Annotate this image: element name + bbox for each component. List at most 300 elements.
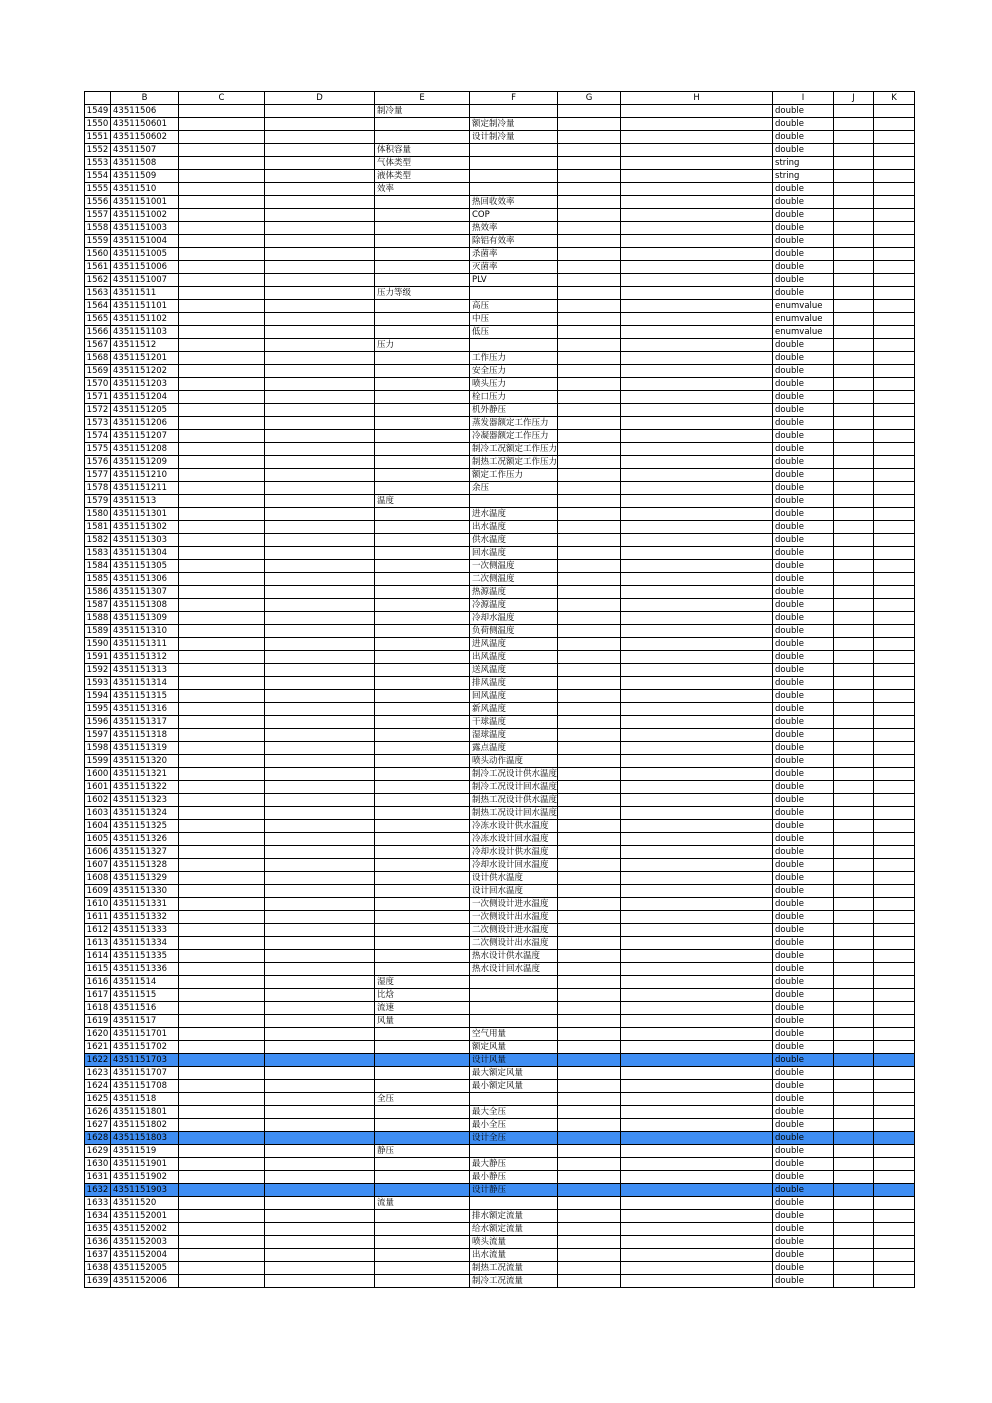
row-number[interactable]: 1592 (85, 664, 111, 677)
row-number[interactable]: 1584 (85, 560, 111, 573)
cell-k[interactable] (874, 430, 915, 443)
cell-g[interactable] (558, 989, 621, 1002)
cell-k[interactable] (874, 521, 915, 534)
cell-c[interactable] (179, 352, 265, 365)
cell-i[interactable]: double (773, 963, 834, 976)
cell-e[interactable]: 压力 (375, 339, 470, 352)
cell-g[interactable] (558, 768, 621, 781)
cell-c[interactable] (179, 287, 265, 300)
cell-f[interactable]: 蒸发器额定工作压力 (470, 417, 558, 430)
cell-b[interactable]: 4351151201 (111, 352, 179, 365)
cell-d[interactable] (265, 846, 375, 859)
cell-c[interactable] (179, 820, 265, 833)
cell-e[interactable] (375, 443, 470, 456)
cell-h[interactable] (621, 1171, 773, 1184)
cell-k[interactable] (874, 508, 915, 521)
row-number[interactable]: 1572 (85, 404, 111, 417)
cell-g[interactable] (558, 560, 621, 573)
cell-d[interactable] (265, 651, 375, 664)
cell-j[interactable] (834, 794, 874, 807)
cell-b[interactable]: 4351151206 (111, 417, 179, 430)
row-number[interactable]: 1578 (85, 482, 111, 495)
cell-b[interactable]: 4351150602 (111, 131, 179, 144)
cell-b[interactable]: 4351151329 (111, 872, 179, 885)
cell-g[interactable] (558, 599, 621, 612)
cell-j[interactable] (834, 1171, 874, 1184)
table-row[interactable] (85, 1119, 915, 1132)
cell-k[interactable] (874, 248, 915, 261)
cell-g[interactable] (558, 1067, 621, 1080)
cell-j[interactable] (834, 1015, 874, 1028)
cell-e[interactable] (375, 261, 470, 274)
cell-f[interactable]: 设计风量 (470, 1054, 558, 1067)
cell-c[interactable] (179, 1106, 265, 1119)
cell-h[interactable] (621, 807, 773, 820)
cell-b[interactable]: 4351151003 (111, 222, 179, 235)
cell-f[interactable]: 热效率 (470, 222, 558, 235)
cell-j[interactable] (834, 807, 874, 820)
cell-b[interactable]: 4351152002 (111, 1223, 179, 1236)
column-header-f[interactable]: F (470, 92, 558, 105)
cell-k[interactable] (874, 495, 915, 508)
table-row[interactable] (85, 1236, 915, 1249)
cell-g[interactable] (558, 586, 621, 599)
cell-i[interactable]: double (773, 859, 834, 872)
cell-f[interactable]: 露点温度 (470, 742, 558, 755)
row-number[interactable]: 1555 (85, 183, 111, 196)
cell-c[interactable] (179, 183, 265, 196)
cell-c[interactable] (179, 404, 265, 417)
cell-c[interactable] (179, 456, 265, 469)
cell-i[interactable]: double (773, 144, 834, 157)
cell-e[interactable] (375, 521, 470, 534)
cell-e[interactable] (375, 1158, 470, 1171)
cell-j[interactable] (834, 222, 874, 235)
cell-f[interactable]: 工作压力 (470, 352, 558, 365)
cell-e[interactable] (375, 846, 470, 859)
table-row[interactable] (85, 287, 915, 300)
cell-d[interactable] (265, 755, 375, 768)
cell-c[interactable] (179, 781, 265, 794)
cell-g[interactable] (558, 131, 621, 144)
cell-b[interactable]: 4351151303 (111, 534, 179, 547)
cell-j[interactable] (834, 911, 874, 924)
cell-j[interactable] (834, 118, 874, 131)
table-row[interactable] (85, 1002, 915, 1015)
table-row[interactable] (85, 846, 915, 859)
cell-e[interactable]: 流速 (375, 1002, 470, 1015)
row-number[interactable]: 1639 (85, 1275, 111, 1288)
cell-h[interactable] (621, 833, 773, 846)
cell-k[interactable] (874, 443, 915, 456)
cell-g[interactable] (558, 235, 621, 248)
row-number[interactable]: 1573 (85, 417, 111, 430)
cell-g[interactable] (558, 1262, 621, 1275)
cell-i[interactable]: double (773, 833, 834, 846)
cell-g[interactable] (558, 443, 621, 456)
cell-b[interactable]: 4351151311 (111, 638, 179, 651)
cell-i[interactable]: double (773, 638, 834, 651)
cell-i[interactable]: double (773, 1171, 834, 1184)
cell-g[interactable] (558, 898, 621, 911)
cell-j[interactable] (834, 261, 874, 274)
cell-e[interactable] (375, 924, 470, 937)
cell-i[interactable]: double (773, 339, 834, 352)
cell-j[interactable] (834, 1106, 874, 1119)
cell-e[interactable] (375, 937, 470, 950)
cell-j[interactable] (834, 937, 874, 950)
cell-e[interactable]: 压力等级 (375, 287, 470, 300)
cell-g[interactable] (558, 196, 621, 209)
cell-g[interactable] (558, 1275, 621, 1288)
cell-e[interactable] (375, 196, 470, 209)
cell-c[interactable] (179, 1262, 265, 1275)
cell-f[interactable]: 最小全压 (470, 1119, 558, 1132)
cell-f[interactable]: 设计静压 (470, 1184, 558, 1197)
cell-f[interactable]: 喷头流量 (470, 1236, 558, 1249)
cell-g[interactable] (558, 963, 621, 976)
row-number[interactable]: 1605 (85, 833, 111, 846)
cell-e[interactable] (375, 573, 470, 586)
cell-f[interactable]: 一次侧设计出水温度 (470, 911, 558, 924)
cell-k[interactable] (874, 742, 915, 755)
cell-c[interactable] (179, 248, 265, 261)
cell-c[interactable] (179, 976, 265, 989)
cell-d[interactable] (265, 612, 375, 625)
cell-h[interactable] (621, 118, 773, 131)
table-row[interactable] (85, 118, 915, 131)
cell-j[interactable] (834, 365, 874, 378)
cell-g[interactable] (558, 1236, 621, 1249)
row-number[interactable]: 1591 (85, 651, 111, 664)
cell-d[interactable] (265, 469, 375, 482)
cell-k[interactable] (874, 846, 915, 859)
cell-i[interactable]: double (773, 1080, 834, 1093)
cell-d[interactable] (265, 898, 375, 911)
cell-d[interactable] (265, 1197, 375, 1210)
cell-k[interactable] (874, 417, 915, 430)
cell-f[interactable]: 机外静压 (470, 404, 558, 417)
cell-d[interactable] (265, 235, 375, 248)
cell-c[interactable] (179, 703, 265, 716)
cell-e[interactable]: 全压 (375, 1093, 470, 1106)
cell-f[interactable]: 回水温度 (470, 547, 558, 560)
cell-d[interactable] (265, 105, 375, 118)
cell-c[interactable] (179, 235, 265, 248)
cell-i[interactable]: string (773, 157, 834, 170)
row-number[interactable]: 1627 (85, 1119, 111, 1132)
cell-g[interactable] (558, 521, 621, 534)
cell-b[interactable]: 4351151901 (111, 1158, 179, 1171)
cell-d[interactable] (265, 807, 375, 820)
row-number[interactable]: 1583 (85, 547, 111, 560)
cell-g[interactable] (558, 716, 621, 729)
cell-b[interactable]: 4351151202 (111, 365, 179, 378)
cell-j[interactable] (834, 391, 874, 404)
cell-d[interactable] (265, 508, 375, 521)
cell-k[interactable] (874, 391, 915, 404)
cell-f[interactable] (470, 157, 558, 170)
cell-d[interactable] (265, 430, 375, 443)
cell-k[interactable] (874, 300, 915, 313)
cell-j[interactable] (834, 872, 874, 885)
cell-f[interactable]: 排风温度 (470, 677, 558, 690)
cell-g[interactable] (558, 287, 621, 300)
cell-h[interactable] (621, 508, 773, 521)
cell-f[interactable] (470, 1093, 558, 1106)
cell-i[interactable]: double (773, 274, 834, 287)
cell-i[interactable]: double (773, 924, 834, 937)
row-number[interactable]: 1611 (85, 911, 111, 924)
cell-e[interactable] (375, 560, 470, 573)
cell-c[interactable] (179, 599, 265, 612)
row-number[interactable]: 1619 (85, 1015, 111, 1028)
cell-e[interactable] (375, 508, 470, 521)
cell-i[interactable]: double (773, 742, 834, 755)
cell-k[interactable] (874, 1145, 915, 1158)
cell-b[interactable]: 4351151903 (111, 1184, 179, 1197)
column-header-b[interactable]: B (111, 92, 179, 105)
cell-i[interactable]: double (773, 716, 834, 729)
cell-j[interactable] (834, 430, 874, 443)
cell-k[interactable] (874, 1184, 915, 1197)
cell-d[interactable] (265, 1262, 375, 1275)
cell-f[interactable]: 安全压力 (470, 365, 558, 378)
cell-g[interactable] (558, 742, 621, 755)
cell-c[interactable] (179, 560, 265, 573)
cell-e[interactable] (375, 677, 470, 690)
cell-f[interactable] (470, 1197, 558, 1210)
cell-i[interactable]: double (773, 1041, 834, 1054)
cell-j[interactable] (834, 1262, 874, 1275)
cell-i[interactable]: double (773, 196, 834, 209)
cell-i[interactable]: double (773, 703, 834, 716)
cell-c[interactable] (179, 222, 265, 235)
cell-i[interactable]: double (773, 989, 834, 1002)
cell-g[interactable] (558, 534, 621, 547)
table-row[interactable] (85, 677, 915, 690)
cell-f[interactable]: 冷却水温度 (470, 612, 558, 625)
row-number[interactable]: 1586 (85, 586, 111, 599)
cell-k[interactable] (874, 404, 915, 417)
cell-h[interactable] (621, 365, 773, 378)
corner-cell[interactable] (85, 92, 111, 105)
cell-j[interactable] (834, 1041, 874, 1054)
row-number[interactable]: 1637 (85, 1249, 111, 1262)
cell-j[interactable] (834, 1210, 874, 1223)
cell-e[interactable] (375, 1171, 470, 1184)
cell-e[interactable] (375, 911, 470, 924)
cell-c[interactable] (179, 586, 265, 599)
cell-k[interactable] (874, 534, 915, 547)
cell-h[interactable] (621, 755, 773, 768)
cell-c[interactable] (179, 131, 265, 144)
cell-c[interactable] (179, 482, 265, 495)
cell-f[interactable]: 二次侧设计出水温度 (470, 937, 558, 950)
row-number[interactable]: 1557 (85, 209, 111, 222)
cell-c[interactable] (179, 1158, 265, 1171)
cell-i[interactable]: double (773, 1184, 834, 1197)
cell-i[interactable]: double (773, 573, 834, 586)
cell-j[interactable] (834, 469, 874, 482)
cell-c[interactable] (179, 1132, 265, 1145)
table-row[interactable] (85, 495, 915, 508)
row-number[interactable]: 1629 (85, 1145, 111, 1158)
cell-g[interactable] (558, 417, 621, 430)
cell-j[interactable] (834, 404, 874, 417)
cell-d[interactable] (265, 781, 375, 794)
cell-h[interactable] (621, 846, 773, 859)
cell-c[interactable] (179, 1249, 265, 1262)
cell-e[interactable] (375, 1236, 470, 1249)
cell-j[interactable] (834, 1223, 874, 1236)
cell-j[interactable] (834, 859, 874, 872)
cell-i[interactable]: enumvalue (773, 313, 834, 326)
cell-i[interactable]: double (773, 1210, 834, 1223)
cell-i[interactable]: double (773, 1236, 834, 1249)
cell-i[interactable]: double (773, 1262, 834, 1275)
cell-b[interactable]: 4351151205 (111, 404, 179, 417)
cell-h[interactable] (621, 625, 773, 638)
cell-c[interactable] (179, 105, 265, 118)
cell-c[interactable] (179, 547, 265, 560)
row-number[interactable]: 1596 (85, 716, 111, 729)
cell-i[interactable]: double (773, 846, 834, 859)
cell-k[interactable] (874, 157, 915, 170)
row-number[interactable]: 1556 (85, 196, 111, 209)
cell-j[interactable] (834, 612, 874, 625)
cell-h[interactable] (621, 131, 773, 144)
cell-d[interactable] (265, 560, 375, 573)
cell-d[interactable] (265, 1184, 375, 1197)
cell-k[interactable] (874, 963, 915, 976)
cell-c[interactable] (179, 573, 265, 586)
table-row[interactable] (85, 1275, 915, 1288)
cell-k[interactable] (874, 1119, 915, 1132)
cell-c[interactable] (179, 729, 265, 742)
cell-i[interactable]: double (773, 599, 834, 612)
cell-j[interactable] (834, 313, 874, 326)
cell-i[interactable]: double (773, 976, 834, 989)
cell-h[interactable] (621, 1249, 773, 1262)
cell-c[interactable] (179, 1054, 265, 1067)
cell-f[interactable]: 高压 (470, 300, 558, 313)
cell-k[interactable] (874, 547, 915, 560)
cell-b[interactable]: 4351151312 (111, 651, 179, 664)
table-row[interactable] (85, 703, 915, 716)
cell-d[interactable] (265, 950, 375, 963)
cell-b[interactable]: 4351151004 (111, 235, 179, 248)
cell-e[interactable] (375, 1080, 470, 1093)
cell-k[interactable] (874, 1158, 915, 1171)
cell-d[interactable] (265, 287, 375, 300)
table-row[interactable] (85, 521, 915, 534)
cell-e[interactable] (375, 690, 470, 703)
cell-e[interactable] (375, 1249, 470, 1262)
cell-b[interactable]: 4351151321 (111, 768, 179, 781)
table-row[interactable] (85, 1067, 915, 1080)
cell-h[interactable] (621, 157, 773, 170)
cell-e[interactable] (375, 794, 470, 807)
cell-j[interactable] (834, 716, 874, 729)
cell-h[interactable] (621, 313, 773, 326)
row-number[interactable]: 1608 (85, 872, 111, 885)
cell-h[interactable] (621, 586, 773, 599)
cell-k[interactable] (874, 105, 915, 118)
cell-d[interactable] (265, 911, 375, 924)
cell-d[interactable] (265, 963, 375, 976)
cell-k[interactable] (874, 196, 915, 209)
table-row[interactable] (85, 989, 915, 1002)
cell-f[interactable]: 设计供水温度 (470, 872, 558, 885)
row-number[interactable]: 1598 (85, 742, 111, 755)
cell-h[interactable] (621, 924, 773, 937)
cell-i[interactable]: double (773, 1002, 834, 1015)
cell-e[interactable] (375, 1262, 470, 1275)
cell-j[interactable] (834, 690, 874, 703)
table-row[interactable] (85, 937, 915, 950)
cell-i[interactable]: double (773, 1275, 834, 1288)
cell-h[interactable] (621, 1041, 773, 1054)
cell-c[interactable] (179, 508, 265, 521)
row-number[interactable]: 1624 (85, 1080, 111, 1093)
cell-h[interactable] (621, 729, 773, 742)
cell-f[interactable] (470, 989, 558, 1002)
cell-f[interactable]: 冷源温度 (470, 599, 558, 612)
cell-b[interactable]: 4351151305 (111, 560, 179, 573)
cell-i[interactable]: double (773, 677, 834, 690)
cell-i[interactable]: double (773, 768, 834, 781)
cell-d[interactable] (265, 976, 375, 989)
cell-e[interactable] (375, 404, 470, 417)
cell-e[interactable]: 静压 (375, 1145, 470, 1158)
cell-d[interactable] (265, 326, 375, 339)
cell-g[interactable] (558, 911, 621, 924)
cell-f[interactable]: 一次侧温度 (470, 560, 558, 573)
table-row[interactable] (85, 612, 915, 625)
cell-f[interactable]: 除铝有效率 (470, 235, 558, 248)
cell-j[interactable] (834, 1158, 874, 1171)
cell-j[interactable] (834, 1249, 874, 1262)
row-number[interactable]: 1625 (85, 1093, 111, 1106)
cell-e[interactable] (375, 612, 470, 625)
cell-b[interactable]: 4351151203 (111, 378, 179, 391)
cell-i[interactable]: double (773, 417, 834, 430)
cell-e[interactable] (375, 274, 470, 287)
cell-c[interactable] (179, 534, 265, 547)
cell-d[interactable] (265, 1067, 375, 1080)
table-row[interactable] (85, 729, 915, 742)
cell-f[interactable]: 热回收效率 (470, 196, 558, 209)
cell-c[interactable] (179, 1002, 265, 1015)
row-number[interactable]: 1567 (85, 339, 111, 352)
cell-i[interactable]: double (773, 534, 834, 547)
cell-c[interactable] (179, 638, 265, 651)
cell-f[interactable]: 干球温度 (470, 716, 558, 729)
cell-e[interactable] (375, 430, 470, 443)
cell-k[interactable] (874, 664, 915, 677)
cell-c[interactable] (179, 1145, 265, 1158)
cell-d[interactable] (265, 989, 375, 1002)
cell-e[interactable] (375, 703, 470, 716)
table-row[interactable] (85, 768, 915, 781)
cell-g[interactable] (558, 508, 621, 521)
cell-d[interactable] (265, 586, 375, 599)
cell-d[interactable] (265, 521, 375, 534)
row-number[interactable]: 1589 (85, 625, 111, 638)
cell-g[interactable] (558, 300, 621, 313)
cell-k[interactable] (874, 911, 915, 924)
